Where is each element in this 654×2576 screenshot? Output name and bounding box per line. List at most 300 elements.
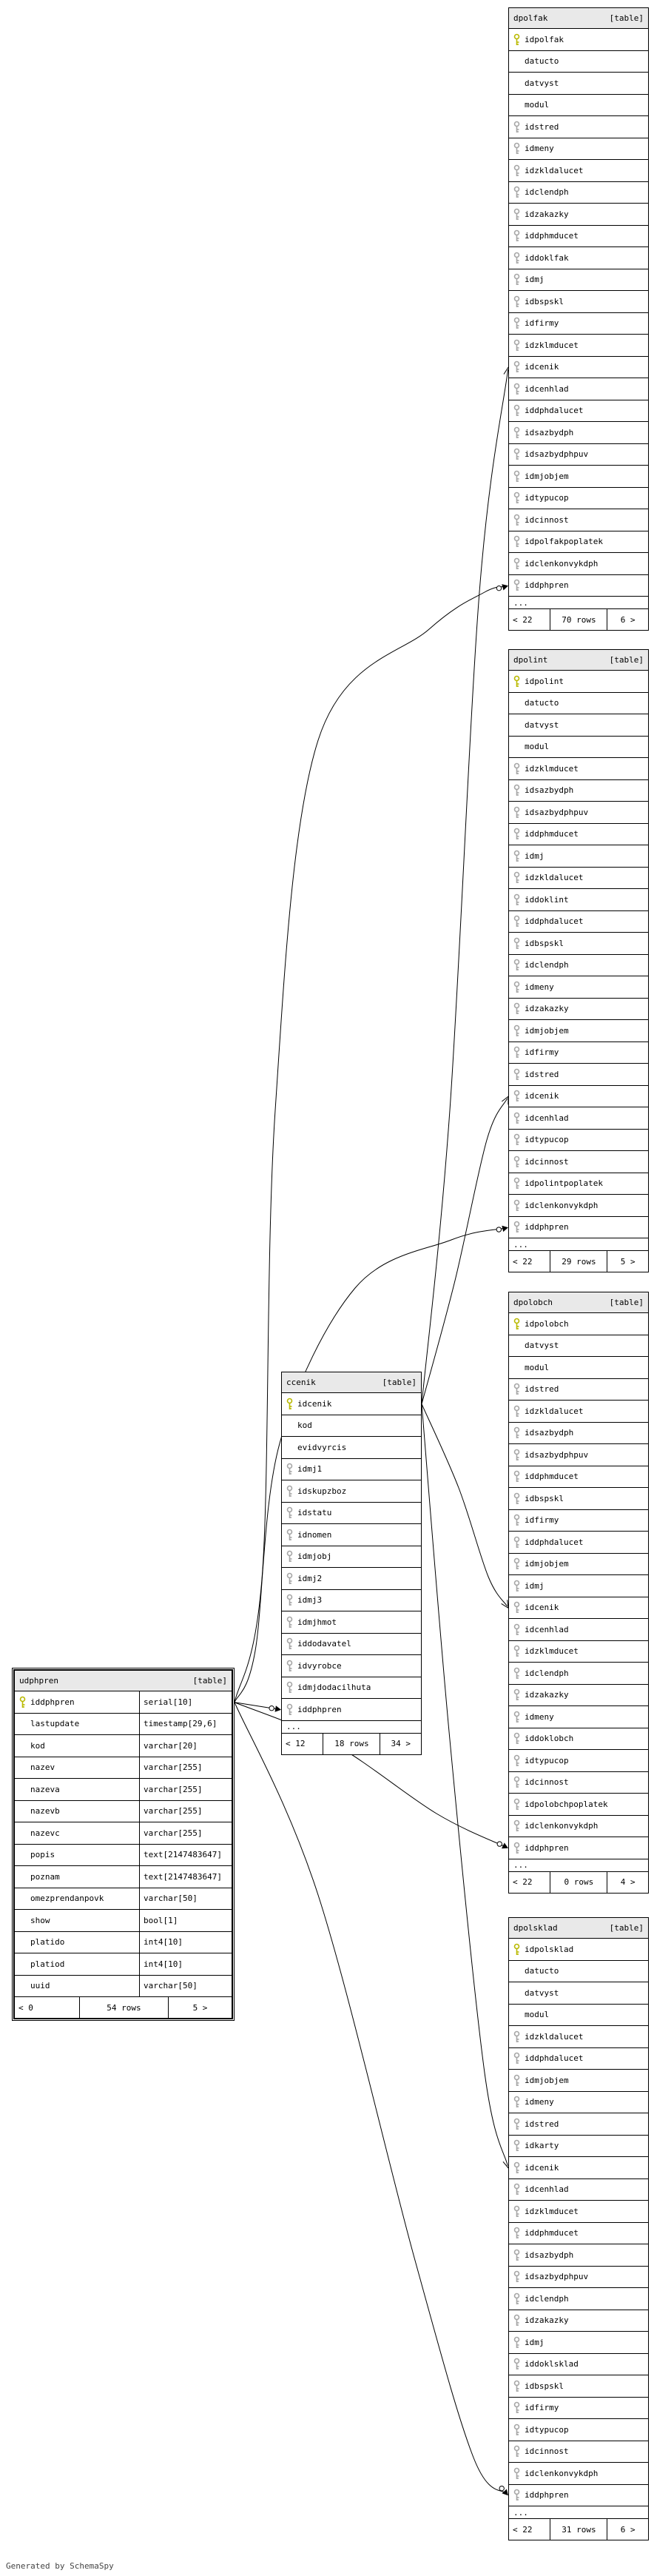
column-row-dpolsklad-datucto bbox=[509, 1961, 648, 1983]
column-name: nazevc bbox=[30, 1828, 60, 1838]
column-name: idmeny bbox=[525, 144, 554, 154]
column-row-dpolfak-idpolfak bbox=[509, 29, 648, 51]
column-name: idmjdodacilhuta bbox=[297, 1683, 371, 1693]
foreign-key-icon bbox=[509, 252, 525, 264]
column-row-dpolfak-iddphdalucet bbox=[509, 400, 648, 423]
table-type-badge: [table] bbox=[192, 1676, 227, 1686]
relation-ccenik-idcenik-to-dpolfak-idcenik bbox=[422, 369, 508, 1404]
column-row-dpolfak-iddphmducet bbox=[509, 226, 648, 248]
column-row-dpolfak-idstred bbox=[509, 116, 648, 138]
column-name: iddoklobch bbox=[525, 1734, 574, 1744]
more-columns-ellipsis: ... bbox=[509, 1859, 648, 1872]
table-udphpren bbox=[13, 1669, 233, 2019]
column-name: idzakazky bbox=[525, 1690, 569, 1700]
footer-row-count: 29 rows bbox=[550, 1251, 607, 1272]
foreign-key-icon bbox=[509, 2401, 525, 2414]
column-name: idmeny bbox=[525, 1711, 554, 1722]
more-columns-ellipsis: ... bbox=[509, 1238, 648, 1251]
footer-row-count: 54 rows bbox=[80, 1997, 169, 2018]
column-name: idzkldalucet bbox=[525, 2031, 584, 2042]
column-row-dpolfak-datucto bbox=[509, 51, 648, 73]
column-row-dpolfak-idsazbydph bbox=[509, 422, 648, 444]
column-type: varchar[50] bbox=[139, 1976, 232, 1997]
table-title: dpolint bbox=[513, 655, 548, 665]
foreign-key-icon bbox=[509, 2161, 525, 2174]
table-footer-dpolfak bbox=[509, 609, 648, 630]
column-row-dpolsklad-iddphpren bbox=[509, 2485, 648, 2507]
column-name: kod bbox=[30, 1740, 45, 1751]
column-row-dpolsklad-idclenkonvykdph bbox=[509, 2463, 648, 2485]
foreign-key-icon bbox=[509, 229, 525, 242]
column-name: idsazbydphpuv bbox=[525, 2272, 589, 2282]
column-row-dpolfak-idmeny bbox=[509, 138, 648, 161]
column-row-dpolsklad-idbspskl bbox=[509, 2375, 648, 2398]
footer-hidden-after: 34 > bbox=[391, 1739, 411, 1748]
column-row-dpolobch-idzklmducet bbox=[509, 1641, 648, 1663]
column-row-dpolsklad-idzkldalucet bbox=[509, 2026, 648, 2048]
column-row-dpolint-idzkldalucet bbox=[509, 868, 648, 890]
column-row-dpolsklad-idtypucop bbox=[509, 2419, 648, 2441]
footer-hidden-after: 6 > bbox=[620, 614, 636, 625]
foreign-key-icon bbox=[509, 1002, 525, 1015]
column-name: idzkldalucet bbox=[525, 165, 584, 175]
column-row-dpolobch-idmeny bbox=[509, 1706, 648, 1728]
column-name: idfirmy bbox=[525, 1047, 559, 1058]
foreign-key-icon bbox=[509, 404, 525, 417]
column-name: idsazbydph bbox=[525, 1428, 574, 1438]
column-name: idtypucop bbox=[525, 1135, 569, 1145]
foreign-key-icon bbox=[509, 2030, 525, 2043]
column-row-dpolobch-idcenhlad bbox=[509, 1619, 648, 1641]
foreign-key-icon bbox=[282, 1703, 297, 1716]
column-name: iddphpren bbox=[525, 580, 569, 591]
foreign-key-icon bbox=[509, 981, 525, 993]
column-name: iddoklfak bbox=[525, 252, 569, 263]
column-name: idkarty bbox=[525, 2141, 559, 2151]
column-row-dpolobch-idcinnost bbox=[509, 1772, 648, 1794]
column-name: idsazbydph bbox=[525, 785, 574, 796]
column-name: idmjobjem bbox=[525, 1559, 569, 1569]
column-row-ccenik-kod bbox=[282, 1415, 421, 1438]
footer-row-count: 18 rows bbox=[323, 1734, 380, 1754]
column-name: idmjobjem bbox=[525, 1025, 569, 1036]
relation-udphpren-iddphpren-to-dpolsklad-iddphpren bbox=[235, 1703, 507, 2494]
column-name: idcinnost bbox=[525, 1777, 569, 1788]
foreign-key-icon bbox=[509, 828, 525, 840]
column-row-dpolsklad-idmj bbox=[509, 2332, 648, 2354]
table-footer-dpolsklad bbox=[509, 2519, 648, 2540]
foreign-key-icon bbox=[282, 1660, 297, 1672]
column-row-udphpren-show bbox=[15, 1910, 232, 1932]
foreign-key-icon bbox=[509, 1580, 525, 1592]
foreign-key-icon bbox=[509, 557, 525, 570]
column-row-ccenik-idnomen bbox=[282, 1524, 421, 1546]
foreign-key-icon bbox=[282, 1616, 297, 1629]
column-name: idpolobchpoplatek bbox=[525, 1799, 608, 1809]
foreign-key-icon bbox=[509, 1645, 525, 1657]
column-row-ccenik-idmj3 bbox=[282, 1590, 421, 1612]
column-row-ccenik-iddphpren bbox=[282, 1699, 421, 1721]
table-type-badge: [table] bbox=[609, 655, 644, 665]
foreign-key-icon bbox=[509, 1177, 525, 1190]
table-title: dpolobch bbox=[513, 1298, 553, 1307]
crow-foot-arrow-icon bbox=[502, 1096, 508, 1104]
column-name: idcenhlad bbox=[525, 383, 569, 394]
column-name: iddphpren bbox=[30, 1697, 75, 1707]
column-row-dpolsklad-idclendph bbox=[509, 2288, 648, 2310]
foreign-key-icon bbox=[509, 2336, 525, 2349]
column-row-ccenik-evidvyrcis bbox=[282, 1437, 421, 1459]
column-row-dpolobch-idmjobjem bbox=[509, 1554, 648, 1576]
foreign-key-icon bbox=[509, 383, 525, 395]
column-row-dpolobch-idmj bbox=[509, 1575, 648, 1597]
column-name: idmeny bbox=[525, 2097, 554, 2107]
foreign-key-icon bbox=[509, 208, 525, 221]
column-name: iddphdalucet bbox=[525, 916, 584, 927]
foreign-key-icon bbox=[509, 1155, 525, 1168]
footer-hidden-before: < 12 bbox=[282, 1734, 323, 1754]
table-header-udphpren[interactable] bbox=[15, 1671, 232, 1691]
schemaspy-credit: Generated by SchemaSpy bbox=[6, 2561, 114, 2571]
column-type: varchar[255] bbox=[139, 1822, 232, 1844]
column-name: iddphpren bbox=[525, 2490, 569, 2500]
column-name: iddphdalucet bbox=[525, 406, 584, 416]
column-row-dpolobch-iddphdalucet bbox=[509, 1532, 648, 1554]
column-row-dpolfak-idpolfakpoplatek bbox=[509, 531, 648, 554]
column-row-dpolfak-idbspskl bbox=[509, 291, 648, 313]
foreign-key-icon bbox=[509, 2139, 525, 2152]
column-row-dpolfak-modul bbox=[509, 95, 648, 117]
column-row-dpolint-idcinnost bbox=[509, 1151, 648, 1173]
foreign-key-icon bbox=[509, 317, 525, 329]
column-name: uuid bbox=[30, 1981, 50, 1991]
column-row-dpolobch-modul bbox=[509, 1357, 648, 1379]
foreign-key-icon bbox=[509, 1711, 525, 1723]
foreign-key-icon bbox=[509, 2467, 525, 2480]
column-name: idbspskl bbox=[525, 938, 564, 948]
table-dpolsklad bbox=[508, 1917, 649, 2540]
foreign-key-icon bbox=[509, 806, 525, 819]
column-name: modul bbox=[525, 742, 550, 752]
column-row-dpolobch-idcenik bbox=[509, 1597, 648, 1620]
column-name: iddoklsklad bbox=[525, 2359, 579, 2369]
foreign-key-icon bbox=[509, 2183, 525, 2196]
column-name: poznam bbox=[30, 1871, 60, 1882]
column-row-dpolobch-idzakazky bbox=[509, 1685, 648, 1707]
foreign-key-icon bbox=[509, 1112, 525, 1124]
column-name: idpolobch bbox=[525, 1318, 569, 1329]
column-row-dpolint-idzklmducet bbox=[509, 758, 648, 780]
foreign-key-icon bbox=[509, 784, 525, 796]
foreign-key-icon bbox=[509, 1732, 525, 1745]
column-type: varchar[255] bbox=[139, 1801, 232, 1822]
column-row-dpolint-idmj bbox=[509, 845, 648, 868]
column-type: serial[10] bbox=[139, 1691, 232, 1713]
foreign-key-icon bbox=[509, 2118, 525, 2130]
column-row-dpolsklad-idcenik bbox=[509, 2157, 648, 2179]
footer-row-count: 31 rows bbox=[550, 2519, 607, 2540]
foreign-key-icon bbox=[509, 1133, 525, 1146]
foreign-key-icon bbox=[509, 1754, 525, 1767]
foreign-key-icon bbox=[509, 470, 525, 483]
column-row-dpolint-iddphpren bbox=[509, 1217, 648, 1239]
column-row-dpolint-idzakazky bbox=[509, 999, 648, 1021]
column-name: iddphmducet bbox=[525, 2228, 579, 2238]
column-row-dpolobch-idpolobch bbox=[509, 1313, 648, 1335]
column-row-dpolfak-idclendph bbox=[509, 182, 648, 204]
column-name: modul bbox=[525, 2010, 550, 2020]
column-name: idmjhmot bbox=[297, 1617, 337, 1627]
nullable-circle-icon bbox=[499, 2486, 504, 2490]
column-name: idstred bbox=[525, 1069, 559, 1079]
column-name: idnomen bbox=[297, 1529, 332, 1540]
foreign-key-icon bbox=[509, 2380, 525, 2392]
column-type: bool[1] bbox=[139, 1910, 232, 1931]
column-row-dpolfak-idzkldalucet bbox=[509, 160, 648, 182]
column-row-udphpren-omezprendanpovk bbox=[15, 1888, 232, 1911]
primary-key-icon bbox=[509, 33, 525, 46]
column-row-dpolobch-idsazbydphpuv bbox=[509, 1444, 648, 1466]
column-type: varchar[255] bbox=[139, 1779, 232, 1800]
column-name: idcenik bbox=[525, 1603, 559, 1613]
column-type: text[2147483647] bbox=[139, 1866, 232, 1888]
column-name: datvyst bbox=[525, 1988, 559, 1998]
column-name: idpolintpoplatek bbox=[525, 1178, 603, 1189]
column-row-dpolsklad-iddoklsklad bbox=[509, 2354, 648, 2376]
nullable-circle-icon bbox=[269, 1706, 274, 1711]
column-row-dpolsklad-iddphmducet bbox=[509, 2223, 648, 2245]
column-name: idmj bbox=[525, 1580, 545, 1591]
foreign-key-icon bbox=[509, 1514, 525, 1526]
column-row-dpolfak-idfirmy bbox=[509, 313, 648, 335]
column-name: idstred bbox=[525, 1384, 559, 1395]
foreign-key-icon bbox=[509, 1090, 525, 1102]
column-row-dpolint-iddphdalucet bbox=[509, 911, 648, 933]
column-name: datvyst bbox=[525, 720, 559, 730]
arrowhead-icon bbox=[502, 1226, 508, 1232]
foreign-key-icon bbox=[509, 1776, 525, 1788]
foreign-key-icon bbox=[509, 2445, 525, 2458]
column-row-dpolfak-idsazbydphpuv bbox=[509, 444, 648, 466]
foreign-key-icon bbox=[282, 1637, 297, 1650]
column-name: nazev bbox=[30, 1762, 55, 1773]
column-row-dpolobch-idbspskl bbox=[509, 1488, 648, 1510]
column-name: iddoklint bbox=[525, 894, 569, 905]
column-name: idcinnost bbox=[525, 2446, 569, 2457]
foreign-key-icon bbox=[509, 1426, 525, 1439]
column-name: idsazbydph bbox=[525, 427, 574, 437]
foreign-key-icon bbox=[509, 142, 525, 155]
column-row-ccenik-idmjobj bbox=[282, 1546, 421, 1569]
column-row-dpolint-datucto bbox=[509, 693, 648, 715]
column-row-ccenik-idskupzboz bbox=[282, 1480, 421, 1503]
footer-row-count: 0 rows bbox=[550, 1872, 607, 1893]
column-name: idbspskl bbox=[525, 2381, 564, 2391]
foreign-key-icon bbox=[509, 2292, 525, 2305]
column-row-udphpren-poznam bbox=[15, 1866, 232, 1888]
column-row-ccenik-idcenik bbox=[282, 1393, 421, 1415]
column-row-dpolint-idtypucop bbox=[509, 1130, 648, 1152]
table-header-ccenik[interactable] bbox=[282, 1372, 421, 1393]
foreign-key-icon bbox=[509, 1383, 525, 1395]
column-name: idclendph bbox=[525, 187, 569, 198]
column-name: idcenhlad bbox=[525, 1624, 569, 1634]
column-row-dpolsklad-datvyst bbox=[509, 1982, 648, 2005]
column-row-udphpren-nazev bbox=[15, 1757, 232, 1780]
more-columns-ellipsis: ... bbox=[282, 1721, 421, 1734]
foreign-key-icon bbox=[509, 492, 525, 504]
column-row-dpolint-idpolintpoplatek bbox=[509, 1173, 648, 1195]
column-row-dpolint-idcenik bbox=[509, 1086, 648, 1108]
column-name: datucto bbox=[525, 56, 559, 67]
column-row-dpolsklad-idmeny bbox=[509, 2092, 648, 2114]
foreign-key-icon bbox=[509, 2205, 525, 2218]
foreign-key-icon bbox=[282, 1681, 297, 1694]
column-row-dpolobch-iddphpren bbox=[509, 1837, 648, 1859]
footer-hidden-after: 6 > bbox=[620, 2524, 636, 2535]
column-name: idpolfakpoplatek bbox=[525, 537, 603, 547]
foreign-key-icon bbox=[509, 1536, 525, 1549]
foreign-key-icon bbox=[509, 2074, 525, 2087]
column-name: idclenkonvykdph bbox=[525, 558, 599, 568]
column-name: platido bbox=[30, 1937, 65, 1948]
foreign-key-icon bbox=[282, 1485, 297, 1497]
relation-ccenik-idcenik-to-dpolsklad-idcenik bbox=[422, 1404, 508, 2166]
column-row-dpolfak-idclenkonvykdph bbox=[509, 553, 648, 575]
column-name: idsazbydphpuv bbox=[525, 807, 589, 817]
foreign-key-icon bbox=[509, 850, 525, 862]
table-footer-ccenik bbox=[282, 1734, 421, 1754]
column-row-dpolobch-idtypucop bbox=[509, 1750, 648, 1772]
column-row-dpolint-iddphmducet bbox=[509, 824, 648, 846]
primary-key-icon bbox=[282, 1398, 297, 1410]
column-name: idmj bbox=[525, 851, 545, 861]
column-name: idzakazky bbox=[525, 209, 569, 219]
column-type: varchar[50] bbox=[139, 1888, 232, 1910]
column-name: idclenkonvykdph bbox=[525, 1821, 599, 1831]
column-row-dpolsklad-idcinnost bbox=[509, 2441, 648, 2463]
column-row-udphpren-nazevb bbox=[15, 1801, 232, 1823]
foreign-key-icon bbox=[509, 360, 525, 373]
column-name: idpolsklad bbox=[525, 1944, 574, 1954]
table-header-dpolobch[interactable] bbox=[509, 1292, 648, 1313]
foreign-key-icon bbox=[509, 2314, 525, 2327]
column-name: idpolint bbox=[525, 676, 564, 686]
column-row-dpolfak-idcenik bbox=[509, 357, 648, 379]
column-name: idcenhlad bbox=[525, 2184, 569, 2195]
column-name: idmeny bbox=[525, 982, 554, 992]
column-row-dpolfak-idmj bbox=[509, 269, 648, 292]
column-name: nazevb bbox=[30, 1806, 60, 1817]
column-row-ccenik-idmjhmot bbox=[282, 1611, 421, 1634]
column-row-dpolint-idclendph bbox=[509, 955, 648, 977]
column-row-udphpren-iddphpren bbox=[15, 1691, 232, 1714]
foreign-key-icon bbox=[509, 1623, 525, 1636]
column-name: idtypucop bbox=[525, 2424, 569, 2435]
column-type: int4[10] bbox=[139, 1953, 232, 1975]
table-header-dpolint[interactable] bbox=[509, 650, 648, 671]
foreign-key-icon bbox=[509, 871, 525, 884]
column-row-ccenik-idstatu bbox=[282, 1503, 421, 1525]
column-row-udphpren-platido bbox=[15, 1932, 232, 1954]
column-row-dpolfak-iddoklfak bbox=[509, 247, 648, 269]
table-dpolint bbox=[508, 649, 649, 1272]
arrowhead-icon bbox=[502, 1842, 508, 1848]
column-row-dpolfak-iddphpren bbox=[509, 575, 648, 597]
column-name: idzkldalucet bbox=[525, 1406, 584, 1416]
column-name: idstatu bbox=[297, 1508, 332, 1518]
column-name: idzklmducet bbox=[525, 1646, 579, 1657]
column-row-dpolint-idpolint bbox=[509, 671, 648, 693]
column-name: kod bbox=[297, 1421, 312, 1431]
column-name: idclendph bbox=[525, 960, 569, 970]
column-row-dpolobch-idzkldalucet bbox=[509, 1401, 648, 1423]
column-row-dpolobch-iddphmducet bbox=[509, 1466, 648, 1489]
foreign-key-icon bbox=[509, 1024, 525, 1037]
column-name: idpolfak bbox=[525, 34, 564, 44]
column-type: timestamp[29,6] bbox=[139, 1714, 232, 1735]
foreign-key-icon bbox=[509, 1667, 525, 1680]
foreign-key-icon bbox=[509, 295, 525, 308]
column-name: lastupdate bbox=[30, 1719, 80, 1729]
column-name: idtypucop bbox=[525, 493, 569, 503]
column-name: idcenik bbox=[525, 2162, 559, 2173]
column-row-dpolsklad-idpolsklad bbox=[509, 1939, 648, 1961]
footer-hidden-after: 5 > bbox=[620, 1256, 636, 1267]
column-name: datvyst bbox=[525, 1341, 559, 1351]
primary-key-icon bbox=[509, 1943, 525, 1956]
column-name: platiod bbox=[30, 1959, 65, 1969]
foreign-key-icon bbox=[509, 2096, 525, 2108]
column-name: idtypucop bbox=[525, 1755, 569, 1765]
foreign-key-icon bbox=[509, 1068, 525, 1081]
foreign-key-icon bbox=[509, 1405, 525, 1418]
column-name: iddphpren bbox=[525, 1842, 569, 1853]
column-name: datucto bbox=[525, 1966, 559, 1976]
foreign-key-icon bbox=[509, 121, 525, 133]
column-row-dpolfak-datvyst bbox=[509, 73, 648, 95]
column-name: idsazbydph bbox=[525, 2250, 574, 2260]
foreign-key-icon bbox=[282, 1572, 297, 1585]
column-name: idcinnost bbox=[525, 514, 569, 525]
column-row-udphpren-lastupdate bbox=[15, 1714, 232, 1736]
foreign-key-icon bbox=[509, 2489, 525, 2501]
foreign-key-icon bbox=[509, 2270, 525, 2283]
column-row-dpolint-idfirmy bbox=[509, 1042, 648, 1064]
column-row-dpolfak-idmjobjem bbox=[509, 466, 648, 488]
table-header-dpolsklad[interactable] bbox=[509, 1918, 648, 1939]
foreign-key-icon bbox=[509, 1688, 525, 1701]
column-row-dpolint-idsazbydph bbox=[509, 780, 648, 802]
column-row-udphpren-kod bbox=[15, 1735, 232, 1757]
footer-hidden-before: < 22 bbox=[509, 1872, 550, 1893]
arrowhead-icon bbox=[502, 2489, 508, 2496]
foreign-key-icon bbox=[509, 579, 525, 591]
column-row-dpolobch-idstred bbox=[509, 1379, 648, 1401]
column-name: show bbox=[30, 1915, 50, 1925]
table-header-dpolfak[interactable] bbox=[509, 8, 648, 29]
foreign-key-icon bbox=[282, 1550, 297, 1563]
nullable-circle-icon bbox=[496, 1227, 501, 1232]
column-name: modul bbox=[525, 100, 550, 110]
column-name: idsazbydphpuv bbox=[525, 1449, 589, 1460]
column-name: iddphmducet bbox=[525, 829, 579, 839]
column-row-ccenik-idmj2 bbox=[282, 1568, 421, 1590]
column-name: iddphdalucet bbox=[525, 2053, 584, 2064]
column-row-dpolobch-iddoklobch bbox=[509, 1728, 648, 1751]
column-type: text[2147483647] bbox=[139, 1845, 232, 1866]
column-name: iddphmducet bbox=[525, 231, 579, 241]
